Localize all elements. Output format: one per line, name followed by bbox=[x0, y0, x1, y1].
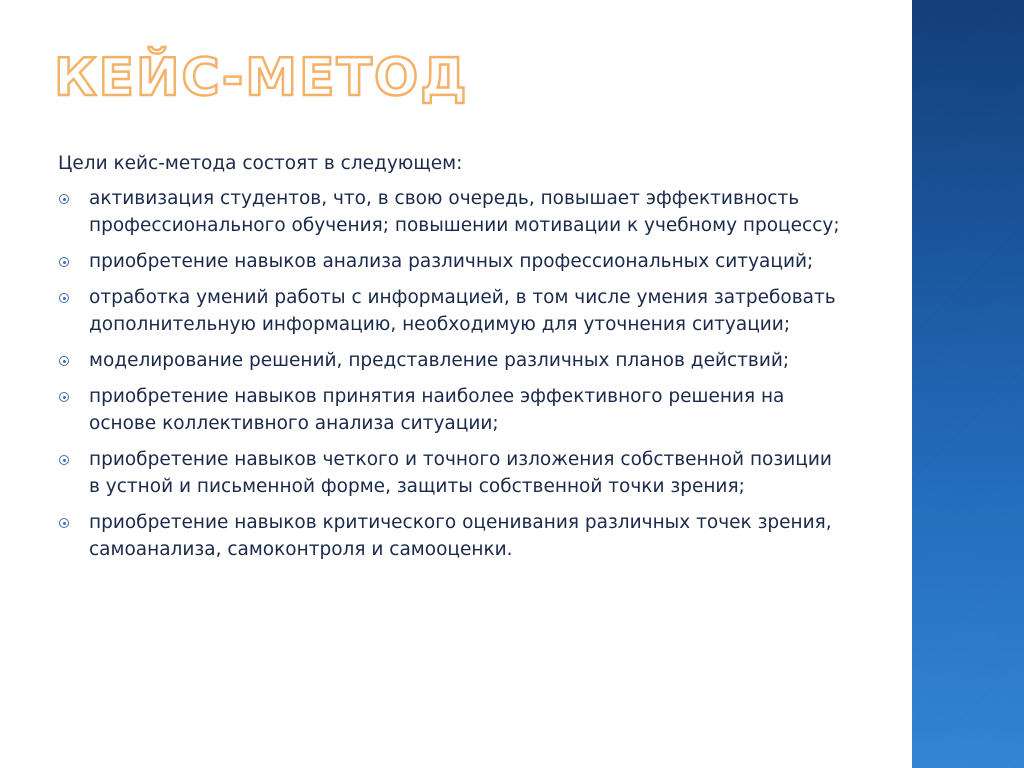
circle-bullet-icon bbox=[59, 392, 69, 402]
list-item bbox=[58, 509, 848, 563]
list-item-text: приобретение навыков критического оценивания различных точек зрения, самоанализа, самоконтроля и самооценки. bbox=[89, 512, 832, 560]
slide-title: КЕЙС-МЕТОД bbox=[54, 48, 469, 108]
circle-bullet-icon bbox=[59, 194, 69, 204]
goals-list bbox=[58, 185, 848, 563]
list-item-text: моделирование решений, представление различных планов действий; bbox=[89, 350, 790, 371]
list-item bbox=[58, 284, 848, 338]
circle-bullet-icon bbox=[59, 293, 69, 303]
list-item-text: приобретение навыков четкого и точного изложения собственной позиции в устной и письменной форме, защиты собственной точки зрения; bbox=[89, 449, 832, 497]
list-item-text: отработка умений работы с информацией, в том числе умения затребовать дополнительную информацию, необходимую для уточнения ситуации; bbox=[89, 287, 836, 335]
circle-bullet-icon bbox=[59, 356, 69, 366]
list-item-text: приобретение навыков анализа различных профессиональных ситуаций; bbox=[89, 251, 814, 272]
circle-bullet-icon bbox=[59, 257, 69, 267]
slide-content bbox=[58, 150, 848, 572]
list-item bbox=[58, 446, 848, 500]
list-item-text: активизация студентов, что, в свою очередь, повышает эффективность профессионального обучения; повышении мотивации к учебному процессу; bbox=[89, 188, 840, 236]
circle-bullet-icon bbox=[59, 518, 69, 528]
list-item bbox=[58, 347, 848, 374]
side-decoration-band bbox=[912, 0, 1024, 768]
list-item bbox=[58, 383, 848, 437]
circle-bullet-icon bbox=[59, 455, 69, 465]
list-item bbox=[58, 185, 848, 239]
list-item bbox=[58, 248, 848, 275]
list-item-text: приобретение навыков принятия наиболее эффективного решения на основе коллективного анализа ситуации; bbox=[89, 386, 785, 434]
intro-text: Цели кейс-метода состоят в следующем: bbox=[58, 153, 463, 174]
